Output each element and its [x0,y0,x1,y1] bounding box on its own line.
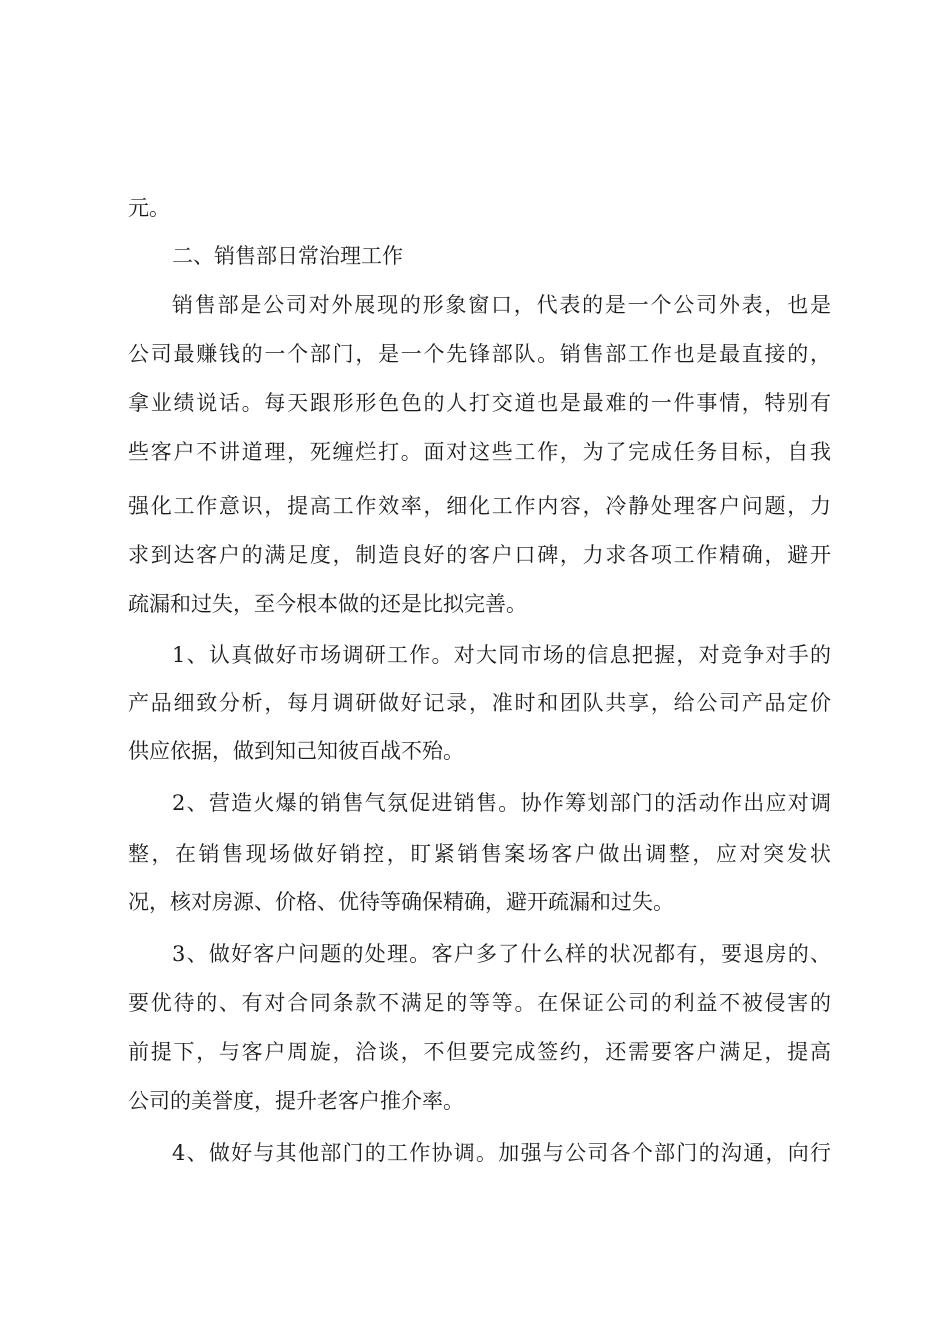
text-line: 些客户不讲道理，死缠烂打。面对这些工作，为了完成任务目标，自我 [128,440,831,464]
text-line: 产品细致分析，每月调研做好记录，准时和团队共享，给公司产品定价 [128,691,831,715]
text-line: 疏漏和过失，至今根本做的还是比拟完善。 [128,592,527,616]
text-line: 3、做好客户问题的处理。客户多了什么样的状况都有，要退房的、 [172,942,831,966]
text-line: 公司最赚钱的一个部门，是一个先锋部队。销售部工作也是最直接的， [128,342,831,366]
text-line: 4、做好与其他部门的工作协调。加强与公司各个部门的沟通，向行 [172,1141,831,1165]
section-heading: 二、销售部日常治理工作 [172,244,403,268]
text-line: 要优待的、有对合同条款不满足的等等。在保证公司的利益不被侵害的 [128,991,831,1015]
text-line: 求到达客户的满足度，制造良好的客户口碑，力求各项工作精确，避开 [128,543,831,567]
text-line: 元。 [128,196,170,220]
text-line: 2、营造火爆的销售气氛促进销售。协作筹划部门的活动作出应对调 [172,791,831,815]
text-line: 1、认真做好市场调研工作。对大同市场的信息把握，对竞争对手的 [172,643,831,667]
text-line: 拿业绩说话。每天跟形形色色的人打交道也是最难的一件事情，特别有 [128,391,831,415]
text-line: 况，核对房源、价格、优待等确保精确，避开疏漏和过失。 [128,890,674,914]
text-line: 强化工作意识，提高工作效率，细化工作内容，冷静处理客户问题，力 [128,494,831,518]
text-line: 整，在销售现场做好销控，盯紧销售案场客户做出调整，应对突发状 [128,842,831,866]
text-line: 前提下，与客户周旋，洽谈，不但要完成签约，还需要客户满足，提高 [128,1040,831,1064]
text-line: 销售部是公司对外展现的形象窗口，代表的是一个公司外表，也是 [172,293,831,317]
text-line: 供应依据，做到知己知彼百战不殆。 [128,739,464,763]
text-line: 公司的美誉度，提升老客户推介率。 [128,1089,464,1113]
